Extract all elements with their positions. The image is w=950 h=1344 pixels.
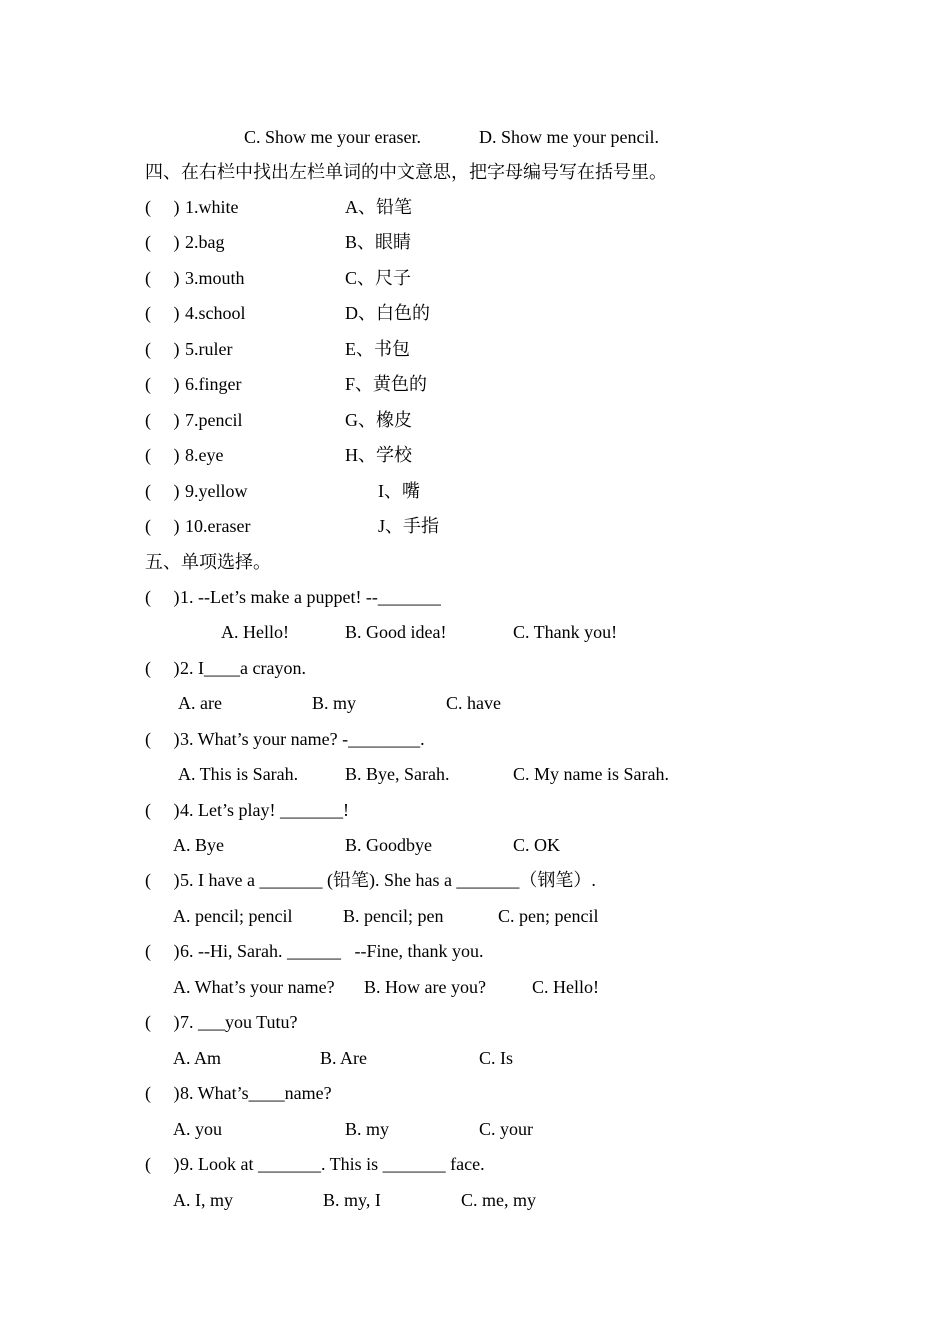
option-b: B. my, I (323, 1190, 381, 1210)
answer-blank[interactable]: ( ) (145, 232, 180, 252)
chinese-meaning: J、手指 (378, 516, 440, 536)
option-c: C. OK (513, 835, 561, 855)
english-word: 2.bag (185, 232, 225, 252)
english-word: 3.mouth (185, 268, 245, 288)
question-stem: 1. --Let’s make a puppet! --_______ (180, 587, 441, 607)
answer-blank[interactable]: ( ) (145, 870, 180, 890)
option-b: B. my (345, 1119, 390, 1139)
option-b: B. pencil; pen (343, 906, 444, 926)
question-stem: 3. What’s your name? -________. (180, 729, 425, 749)
option-c: C. pen; pencil (498, 906, 599, 926)
question-stem: 5. I have a _______ (铅笔). She has a _______（钢笔）. (180, 870, 596, 890)
option-a: A. Am (173, 1048, 222, 1068)
option-b: B. Goodbye (345, 835, 432, 855)
chinese-meaning: G、橡皮 (345, 410, 412, 430)
question-stem: 6. --Hi, Sarah. ______ --Fine, thank you. (180, 941, 484, 961)
english-word: 9.yellow (185, 481, 248, 501)
option-b: B. How are you? (364, 977, 486, 997)
option-a: A. pencil; pencil (173, 906, 293, 926)
answer-blank[interactable]: ( ) (145, 1012, 180, 1032)
chinese-meaning: H、学校 (345, 445, 412, 465)
option-c: C. have (446, 693, 501, 713)
option-b: B. Good idea! (345, 622, 447, 642)
section4-title: 四、在右栏中找出左栏单词的中文意思，把字母编号写在括号里。 (145, 162, 667, 182)
option-a: A. Hello! (221, 622, 289, 642)
english-word: 1.white (185, 197, 239, 217)
option-a: A. Bye (173, 835, 224, 855)
answer-blank[interactable]: ( ) (145, 941, 180, 961)
answer-blank[interactable]: ( ) (145, 1083, 180, 1103)
option-c: C. me, my (461, 1190, 536, 1210)
chinese-meaning: E、书包 (345, 339, 410, 359)
answer-blank[interactable]: ( ) (145, 658, 180, 678)
answer-blank[interactable]: ( ) (145, 516, 180, 536)
option-a: A. What’s your name? (173, 977, 335, 997)
option-b: B. my (312, 693, 357, 713)
question-stem: 4. Let’s play! _______! (180, 800, 349, 820)
question-stem: 7. ___you Tutu? (180, 1012, 298, 1032)
option-c: C. Is (479, 1048, 514, 1068)
answer-blank[interactable]: ( ) (145, 481, 180, 501)
answer-blank[interactable]: ( ) (145, 303, 180, 323)
option-a: A. you (173, 1119, 222, 1139)
chinese-meaning: B、眼睛 (345, 232, 412, 252)
answer-blank[interactable]: ( ) (145, 1154, 180, 1174)
answer-blank[interactable]: ( ) (145, 268, 180, 288)
answer-blank[interactable]: ( ) (145, 410, 180, 430)
answer-blank[interactable]: ( ) (145, 374, 180, 394)
english-word: 7.pencil (185, 410, 243, 430)
answer-blank[interactable]: ( ) (145, 800, 180, 820)
option-a: A. I, my (173, 1190, 233, 1210)
english-word: 5.ruler (185, 339, 233, 359)
section5-title: 五、单项选择。 (145, 552, 271, 572)
question-stem: 9. Look at _______. This is _______ face. (180, 1154, 485, 1174)
answer-blank[interactable]: ( ) (145, 729, 180, 749)
question-stem: 2. I____a crayon. (180, 658, 306, 678)
chinese-meaning: A、铅笔 (345, 197, 412, 217)
chinese-meaning: I、嘴 (378, 481, 420, 501)
option-c: C. your (479, 1119, 533, 1139)
chinese-meaning: D、白色的 (345, 303, 430, 323)
english-word: 4.school (185, 303, 246, 323)
answer-blank[interactable]: ( ) (145, 587, 180, 607)
prev-option-c: C. Show me your eraser. (244, 127, 421, 147)
option-b: B. Are (320, 1048, 367, 1068)
answer-blank[interactable]: ( ) (145, 197, 180, 217)
english-word: 6.finger (185, 374, 242, 394)
chinese-meaning: F、黄色的 (345, 374, 428, 394)
answer-blank[interactable]: ( ) (145, 445, 180, 465)
option-a: A. This is Sarah. (178, 764, 299, 784)
prev-option-d: D. Show me your pencil. (479, 127, 659, 147)
option-a: A. are (178, 693, 222, 713)
answer-blank[interactable]: ( ) (145, 339, 180, 359)
english-word: 8.eye (185, 445, 224, 465)
chinese-meaning: C、尺子 (345, 268, 412, 288)
option-c: C. Hello! (532, 977, 599, 997)
english-word: 10.eraser (185, 516, 251, 536)
option-c: C. Thank you! (513, 622, 618, 642)
question-stem: 8. What’s____name? (180, 1083, 332, 1103)
option-b: B. Bye, Sarah. (345, 764, 450, 784)
option-c: C. My name is Sarah. (513, 764, 669, 784)
